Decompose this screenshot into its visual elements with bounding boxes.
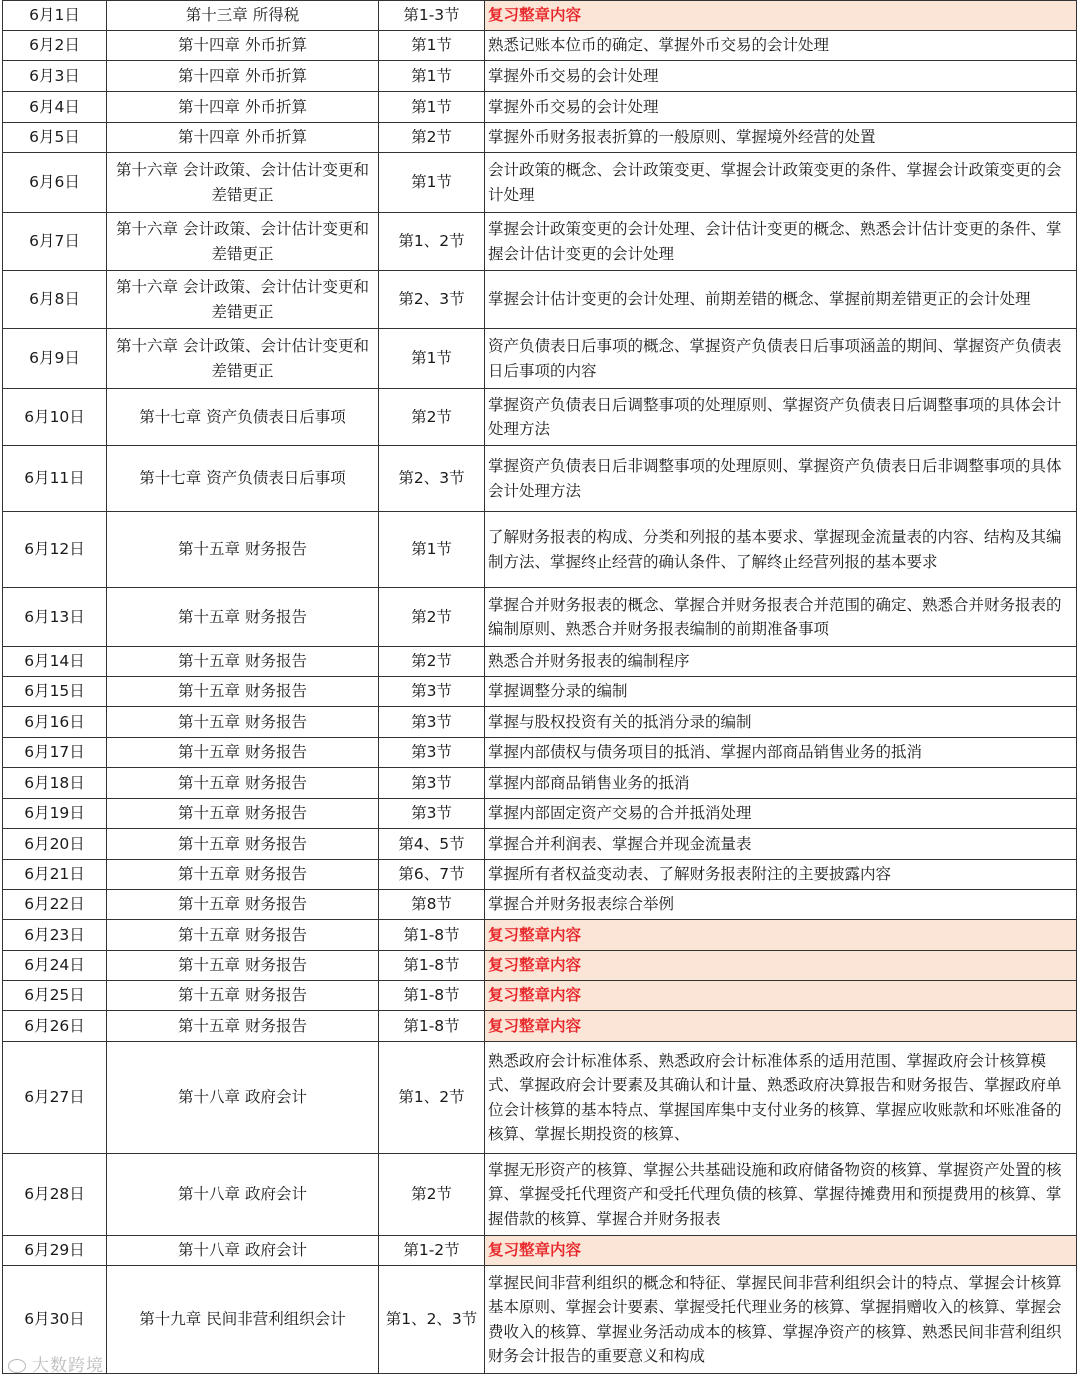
- watermark-icon: [8, 1359, 26, 1373]
- content-cell: 资产负债表日后事项的概念、掌握资产负债表日后事项涵盖的期间、掌握资产负债表日后事项的内容: [485, 329, 1077, 389]
- date-cell: 6月4日: [3, 92, 107, 123]
- table-row: [3, 1266, 1077, 1374]
- chapter-cell: 第十九章 民间非营利组织会计: [107, 1266, 379, 1374]
- table-row: [3, 890, 1077, 920]
- section-cell: 第1-2节: [379, 1236, 485, 1266]
- date-cell: 6月19日: [3, 799, 107, 829]
- chapter-cell: 第十八章 政府会计: [107, 1154, 379, 1236]
- date-cell: 6月28日: [3, 1154, 107, 1236]
- chapter-cell: 第十四章 外币折算: [107, 92, 379, 123]
- section-cell: 第2节: [379, 1154, 485, 1236]
- content-cell: 掌握内部商品销售业务的抵消: [485, 768, 1077, 799]
- section-cell: 第8节: [379, 890, 485, 920]
- section-cell: 第1节: [379, 31, 485, 61]
- chapter-cell: 第十五章 财务报告: [107, 707, 379, 738]
- date-cell: 6月27日: [3, 1042, 107, 1154]
- date-cell: 6月12日: [3, 512, 107, 588]
- content-cell: 了解财务报表的构成、分类和列报的基本要求、掌握现金流量表的内容、结构及其编制方法、掌握终止经营的确认条件、了解终止经营列报的基本要求: [485, 512, 1077, 588]
- content-cell: 熟悉合并财务报表的编制程序: [485, 647, 1077, 677]
- table-row: [3, 920, 1077, 951]
- section-cell: 第1节: [379, 92, 485, 123]
- chapter-cell: 第十五章 财务报告: [107, 981, 379, 1011]
- chapter-cell: 第十六章 会计政策、会计估计变更和差错更正: [107, 153, 379, 213]
- date-cell: 6月14日: [3, 647, 107, 677]
- table-row: [3, 92, 1077, 123]
- date-cell: 6月8日: [3, 271, 107, 329]
- table-row: [3, 1154, 1077, 1236]
- table-row: [3, 271, 1077, 329]
- table-row: [3, 981, 1077, 1011]
- content-cell: 掌握会计估计变更的会计处理、前期差错的概念、掌握前期差错更正的会计处理: [485, 271, 1077, 329]
- date-cell: 6月29日: [3, 1236, 107, 1266]
- schedule-rows: [3, 1, 1077, 1374]
- content-cell: 掌握资产负债表日后非调整事项的处理原则、掌握资产负债表日后非调整事项的具体会计处理方法: [485, 446, 1077, 512]
- section-cell: 第2、3节: [379, 446, 485, 512]
- chapter-cell: 第十四章 外币折算: [107, 123, 379, 153]
- content-cell: 复习整章内容: [485, 1, 1077, 31]
- content-cell: 掌握内部债权与债务项目的抵消、掌握内部商品销售业务的抵消: [485, 738, 1077, 768]
- chapter-cell: 第十六章 会计政策、会计估计变更和差错更正: [107, 329, 379, 389]
- date-cell: 6月24日: [3, 951, 107, 981]
- content-cell: 掌握民间非营利组织的概念和特征、掌握民间非营利组织会计的特点、掌握会计核算基本原则、掌握会计要素、掌握受托代理业务的核算、掌握捐赠收入的核算、掌握会费收入的核算、掌握业务活动成本的核算、掌握净资产的核算、熟悉民间非营利组织财务会计报告的重要意义和构成: [485, 1266, 1077, 1374]
- date-cell: 6月22日: [3, 890, 107, 920]
- chapter-cell: 第十七章 资产负债表日后事项: [107, 446, 379, 512]
- section-cell: 第2、3节: [379, 271, 485, 329]
- table-row: [3, 738, 1077, 768]
- date-cell: 6月18日: [3, 768, 107, 799]
- content-cell: 掌握外币财务报表折算的一般原则、掌握境外经营的处置: [485, 123, 1077, 153]
- table-row: [3, 860, 1077, 890]
- table-row: [3, 389, 1077, 446]
- chapter-cell: 第十五章 财务报告: [107, 738, 379, 768]
- table-row: [3, 512, 1077, 588]
- section-cell: 第2节: [379, 389, 485, 446]
- date-cell: 6月7日: [3, 213, 107, 271]
- date-cell: 6月10日: [3, 389, 107, 446]
- section-cell: 第1节: [379, 512, 485, 588]
- chapter-cell: 第十五章 财务报告: [107, 799, 379, 829]
- section-cell: 第1-8节: [379, 981, 485, 1011]
- date-cell: 6月30日: [3, 1266, 107, 1374]
- section-cell: 第1、2节: [379, 213, 485, 271]
- chapter-cell: 第十四章 外币折算: [107, 31, 379, 61]
- table-row: [3, 951, 1077, 981]
- watermark-text: 大数跨境: [32, 1356, 104, 1376]
- date-cell: 6月13日: [3, 588, 107, 647]
- chapter-cell: 第十八章 政府会计: [107, 1236, 379, 1266]
- table-row: [3, 768, 1077, 799]
- content-cell: 掌握调整分录的编制: [485, 677, 1077, 707]
- table-row: [3, 213, 1077, 271]
- date-cell: 6月5日: [3, 123, 107, 153]
- section-cell: 第3节: [379, 768, 485, 799]
- table-row: [3, 61, 1077, 92]
- section-cell: 第1-8节: [379, 920, 485, 951]
- section-cell: 第3节: [379, 799, 485, 829]
- table-row: [3, 153, 1077, 213]
- section-cell: 第1、2节: [379, 1042, 485, 1154]
- date-cell: 6月23日: [3, 920, 107, 951]
- chapter-cell: 第十六章 会计政策、会计估计变更和差错更正: [107, 213, 379, 271]
- date-cell: 6月11日: [3, 446, 107, 512]
- content-cell: 掌握合并财务报表综合举例: [485, 890, 1077, 920]
- section-cell: 第1节: [379, 61, 485, 92]
- study-schedule-table: [2, 0, 1077, 1374]
- chapter-cell: 第十七章 资产负债表日后事项: [107, 389, 379, 446]
- content-cell: 掌握内部固定资产交易的合并抵消处理: [485, 799, 1077, 829]
- chapter-cell: 第十五章 财务报告: [107, 588, 379, 647]
- section-cell: 第1节: [379, 153, 485, 213]
- date-cell: 6月9日: [3, 329, 107, 389]
- chapter-cell: 第十五章 财务报告: [107, 1011, 379, 1042]
- table-row: [3, 707, 1077, 738]
- date-cell: 6月17日: [3, 738, 107, 768]
- date-cell: 6月21日: [3, 860, 107, 890]
- section-cell: 第4、5节: [379, 829, 485, 860]
- date-cell: 6月6日: [3, 153, 107, 213]
- date-cell: 6月1日: [3, 1, 107, 31]
- chapter-cell: 第十五章 财务报告: [107, 890, 379, 920]
- chapter-cell: 第十八章 政府会计: [107, 1042, 379, 1154]
- table-row: [3, 123, 1077, 153]
- watermark: [8, 1351, 104, 1376]
- section-cell: 第1、2、3节: [379, 1266, 485, 1374]
- section-cell: 第3节: [379, 738, 485, 768]
- content-cell: 会计政策的概念、会计政策变更、掌握会计政策变更的条件、掌握会计政策变更的会计处理: [485, 153, 1077, 213]
- table-row: [3, 829, 1077, 860]
- chapter-cell: 第十六章 会计政策、会计估计变更和差错更正: [107, 271, 379, 329]
- content-cell: 掌握合并利润表、掌握合并现金流量表: [485, 829, 1077, 860]
- table-row: [3, 647, 1077, 677]
- content-cell: 熟悉政府会计标准体系、熟悉政府会计标准体系的适用范围、掌握政府会计核算模式、掌握政府会计要素及其确认和计量、熟悉政府决算报告和财务报告、掌握政府单位会计核算的基本特点、掌握国库集中支付业务的核算、掌握应收账款和坏账准备的核算、掌握长期投资的核算、: [485, 1042, 1077, 1154]
- table-row: [3, 1011, 1077, 1042]
- chapter-cell: 第十五章 财务报告: [107, 647, 379, 677]
- section-cell: 第3节: [379, 677, 485, 707]
- date-cell: 6月2日: [3, 31, 107, 61]
- table-row: [3, 799, 1077, 829]
- section-cell: 第1-8节: [379, 951, 485, 981]
- chapter-cell: 第十四章 外币折算: [107, 61, 379, 92]
- chapter-cell: 第十五章 财务报告: [107, 829, 379, 860]
- date-cell: 6月26日: [3, 1011, 107, 1042]
- date-cell: 6月25日: [3, 981, 107, 1011]
- content-cell: 掌握与股权投资有关的抵消分录的编制: [485, 707, 1077, 738]
- section-cell: 第1节: [379, 329, 485, 389]
- date-cell: 6月15日: [3, 677, 107, 707]
- date-cell: 6月16日: [3, 707, 107, 738]
- table-row: [3, 1, 1077, 31]
- chapter-cell: 第十五章 财务报告: [107, 768, 379, 799]
- chapter-cell: 第十五章 财务报告: [107, 920, 379, 951]
- chapter-cell: 第十五章 财务报告: [107, 677, 379, 707]
- section-cell: 第1-3节: [379, 1, 485, 31]
- section-cell: 第2节: [379, 123, 485, 153]
- section-cell: 第2节: [379, 647, 485, 677]
- content-cell: 熟悉记账本位币的确定、掌握外币交易的会计处理: [485, 31, 1077, 61]
- table-row: [3, 329, 1077, 389]
- content-cell: 掌握外币交易的会计处理: [485, 61, 1077, 92]
- section-cell: 第1-8节: [379, 1011, 485, 1042]
- content-cell: 掌握合并财务报表的概念、掌握合并财务报表合并范围的确定、熟悉合并财务报表的编制原则、熟悉合并财务报表编制的前期准备事项: [485, 588, 1077, 647]
- chapter-cell: 第十五章 财务报告: [107, 512, 379, 588]
- content-cell: 掌握资产负债表日后调整事项的处理原则、掌握资产负债表日后调整事项的具体会计处理方法: [485, 389, 1077, 446]
- section-cell: 第6、7节: [379, 860, 485, 890]
- content-cell: 掌握所有者权益变动表、了解财务报表附注的主要披露内容: [485, 860, 1077, 890]
- content-cell: 复习整章内容: [485, 1236, 1077, 1266]
- content-cell: 复习整章内容: [485, 1011, 1077, 1042]
- content-cell: 掌握无形资产的核算、掌握公共基础设施和政府储备物资的核算、掌握资产处置的核算、掌握受托代理资产和受托代理负债的核算、掌握待摊费用和预提费用的核算、掌握借款的核算、掌握合并财务报表: [485, 1154, 1077, 1236]
- section-cell: 第2节: [379, 588, 485, 647]
- table-row: [3, 588, 1077, 647]
- chapter-cell: 第十五章 财务报告: [107, 860, 379, 890]
- section-cell: 第3节: [379, 707, 485, 738]
- chapter-cell: 第十三章 所得税: [107, 1, 379, 31]
- table-row: [3, 446, 1077, 512]
- content-cell: 掌握外币交易的会计处理: [485, 92, 1077, 123]
- date-cell: 6月20日: [3, 829, 107, 860]
- content-cell: 掌握会计政策变更的会计处理、会计估计变更的概念、熟悉会计估计变更的条件、掌握会计估计变更的会计处理: [485, 213, 1077, 271]
- table-row: [3, 1042, 1077, 1154]
- content-cell: 复习整章内容: [485, 981, 1077, 1011]
- table-row: [3, 31, 1077, 61]
- content-cell: 复习整章内容: [485, 951, 1077, 981]
- content-cell: 复习整章内容: [485, 920, 1077, 951]
- date-cell: 6月3日: [3, 61, 107, 92]
- chapter-cell: 第十五章 财务报告: [107, 951, 379, 981]
- table-row: [3, 677, 1077, 707]
- table-row: [3, 1236, 1077, 1266]
